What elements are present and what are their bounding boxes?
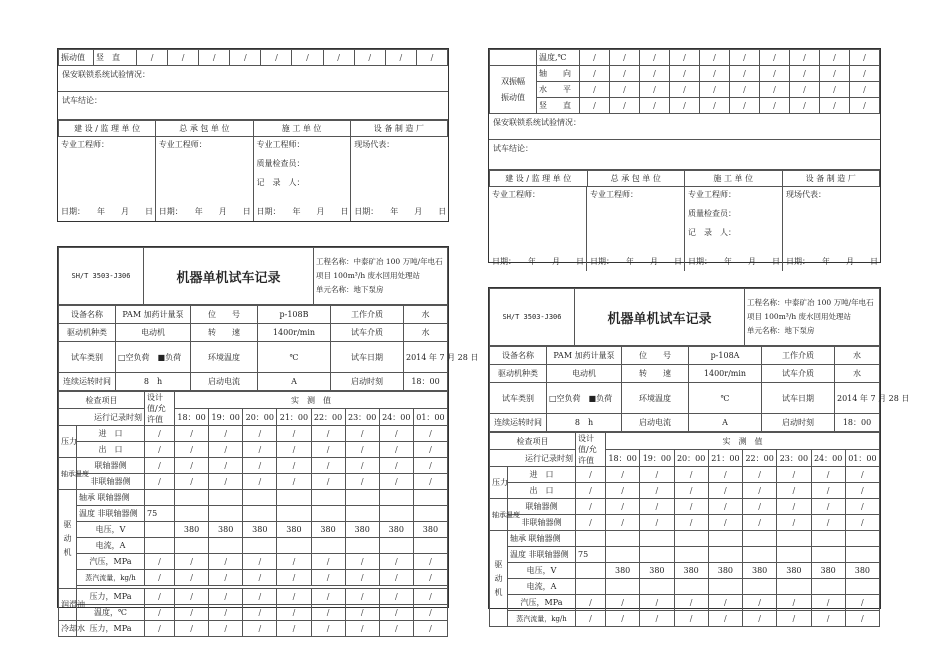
safety-test: 保安联锁系统试验情况： bbox=[489, 114, 880, 140]
units-header: 建 设 / 监 理 单 位 总 承 包 单 位 施 工 单 位 设 备 制 造 厂 bbox=[489, 170, 880, 187]
header-table: SH/T 3503-J306 机器单机试车记录 工程名称：中泰矿冶 100 万吨/年电石项目 100m³/h 废水回用处理站 单元名称：地下泵房 bbox=[489, 288, 880, 346]
bottom-left-form bbox=[57, 246, 479, 633]
form-title: 机器单机试车记录 bbox=[575, 289, 745, 346]
test-conclusion: 试车结论： bbox=[489, 140, 880, 170]
signature-area: 专业工程师： 日期： 年 月 日 专业工程师： 日期： 年 月 日 专业工程师： 质量检查员： 记 录 人： 日期： 年 月 日 现场代表： 日期： 年 月 日 bbox=[489, 187, 880, 271]
vibration-table: 温度,℃ / / / / / / / / / / 双振幅 振动值 轴 向 / / / / / / / / / / 水 平 / / / / / / / / / / 竖 直 / / / / / / / / / / bbox=[489, 49, 880, 114]
top-left-form bbox=[57, 48, 449, 222]
units-header: 建 设 / 监 理 单 位 总 承 包 单 位 施 工 单 位 设 备 制 造 厂 bbox=[58, 120, 448, 137]
info-table: 设备名称 PAM 加药计量泵 位 号 p-108A 工作介质 水 驱动机种类 电动机 转 速 1400r/min 试车介质 水 试车类别 □空负荷 ■负荷 环境温度 ℃ 试车日期 2014 年 7 月 28 日 连续运转时间 8 h 启动电流 A 启动时刻 18：00 bbox=[489, 346, 880, 432]
test-conclusion: 试车结论： bbox=[58, 92, 448, 120]
measurement-table: 检查项目 设计值/允许值 实 测 值 运行记录时刻 18：00 19：00 20：00 21：00 22：00 23：00 24：00 01：00 压力 进 口 / / / / / / / / / 出 口 / / / / / / / / / 轴承温度 联轴器侧 / / / / / / / / / 非联轴器侧 / / / / / / / / / 驱 动 机 轴承 联轴器侧 温度 非联轴器侧 75 电压，V 380 380 380 380 380 380 380 380 电流，A 汽压，MPa / / / / / / / / / 蒸汽流量，kg/h / / / / / / / / / bbox=[489, 432, 880, 627]
bottom-right-form bbox=[488, 287, 910, 623]
vibration-row: 振动值 竖 直 / / / / / / / / / / bbox=[58, 49, 448, 66]
form-title: 机器单机试车记录 bbox=[144, 248, 314, 305]
measurement-table: 检查项目 设计值/允许值 实 测 值 运行记录时刻 18：00 19：00 20：00 21：00 22：00 23：00 24：00 01：00 压力 进 口 / / / / / / / / / 出 口 / / / / / / / / / 轴承温度 联轴器侧 / / / / / / / / / 非联轴器侧 / / / / / / / / / 驱 动 机 轴承 联轴器侧 温度 非联轴器侧 75 电压，V 380 380 380 380 380 380 380 380 电流，A 汽压，MPa / / / / / / / / / 蒸汽流量，kg/h / / / / / / / / / 润滑油 压力，MPa / / / / / / / / / 温度，℃ / / / / / / / / / 冷却水 压力，MPa / / / / / / / / / bbox=[58, 391, 448, 637]
header-table: SH/T 3503-J306 机器单机试车记录 工程名称：中泰矿冶 100 万吨/年电石项目 100m³/h 废水回用处理站 单元名称：地下泵房 bbox=[58, 247, 448, 305]
signature-area: 专业工程师： 日期： 年 月 日 专业工程师： 日期： 年 月 日 专业工程师： 质量检查员： 记 录 人： 日期： 年 月 日 现场代表： 日期： 年 月 日 bbox=[58, 137, 448, 221]
info-table: 设备名称 PAM 加药计量泵 位 号 p-108B 工作介质 水 驱动机种类 电动机 转 速 1400r/min 试车介质 水 试车类别 □空负荷 ■负荷 环境温度 ℃ 试车日期 2014 年 7 月 28 日 连续运转时间 8 h 启动电流 A 启动时刻 18：00 bbox=[58, 305, 448, 391]
top-right-form bbox=[488, 48, 881, 266]
safety-test: 保安联锁系统试验情况： bbox=[58, 66, 448, 92]
